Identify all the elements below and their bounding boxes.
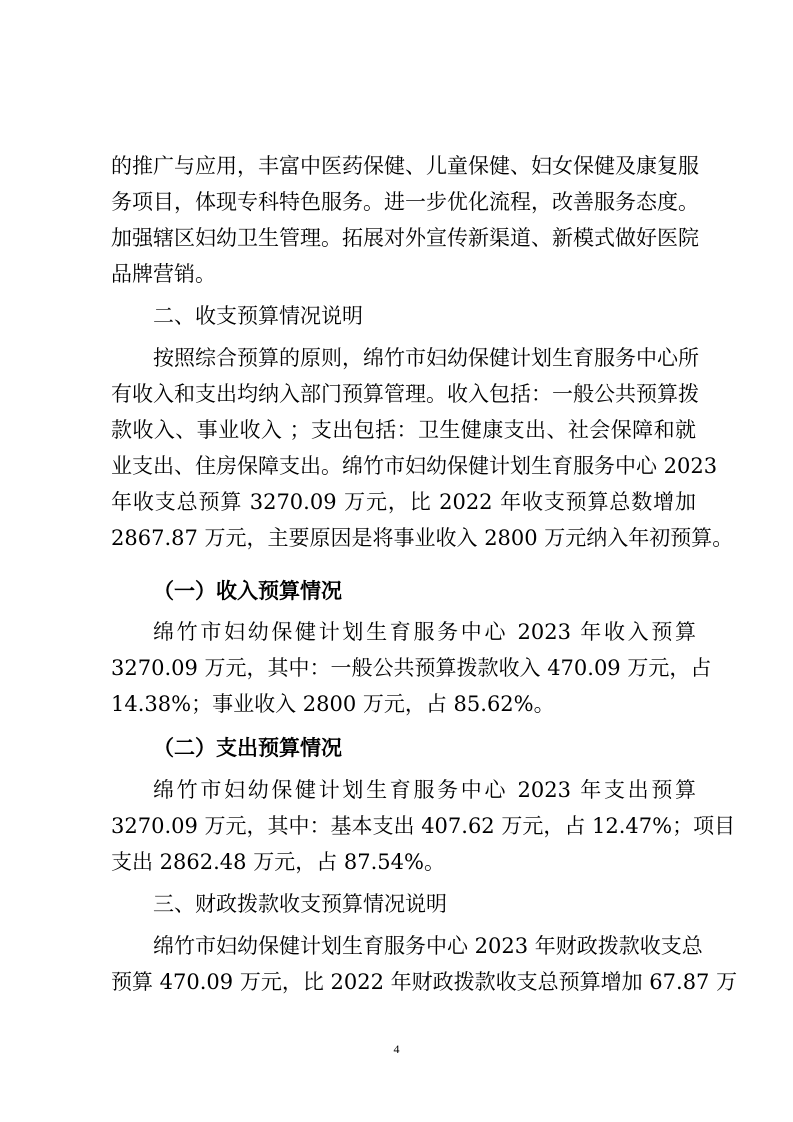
subsection-heading: （二）支出预算情况: [153, 735, 342, 760]
section-heading: 三、财政拨款收支预算情况说明: [153, 892, 447, 916]
subsection-heading: （一）收入预算情况: [153, 578, 342, 603]
paragraph-line: 有收入和支出均纳入部门预算管理。收入包括：一般公共预算拨: [111, 382, 699, 406]
paragraph-line: 按照综合预算的原则，绵竹市妇幼保健计划生育服务中心所: [153, 346, 699, 370]
paragraph-line: 绵竹市妇幼保健计划生育服务中心 2023 年财政拨款收支总: [153, 934, 703, 958]
paragraph-line: 业支出、住房保障支出。绵竹市妇幼保健计划生育服务中心 2023: [111, 454, 718, 478]
section-heading: 二、收支预算情况说明: [153, 304, 363, 328]
paragraph-line: 款收入、事业收入 ；支出包括：卫生健康支出、社会保障和就: [111, 418, 696, 442]
paragraph-line: 绵竹市妇幼保健计划生育服务中心 2023 年支出预算: [153, 778, 696, 802]
paragraph-line: 14.38%；事业收入 2800 万元，占 85.62%。: [111, 692, 555, 716]
paragraph-line: 预算 470.09 万元，比 2022 年财政拨款收支总预算增加 67.87 万: [111, 970, 738, 994]
paragraph-line: 3270.09 万元，其中：基本支出 407.62 万元，占 12.47%；项目: [111, 814, 736, 838]
paragraph-line: 的推广与应用，丰富中医药保健、儿童保健、妇女保健及康复服: [111, 154, 699, 178]
paragraph-line: 2867.87 万元，主要原因是将事业收入 2800 万元纳入年初预算。: [111, 526, 734, 550]
paragraph-line: 务项目，体现专科特色服务。进一步优化流程，改善服务态度。: [111, 190, 699, 214]
paragraph-line: 品牌营销。: [111, 262, 216, 286]
paragraph-line: 年收支总预算 3270.09 万元，比 2022 年收支预算总数增加: [111, 490, 696, 514]
paragraph-line: 绵竹市妇幼保健计划生育服务中心 2023 年收入预算: [153, 620, 696, 644]
page-number: 4: [393, 1042, 400, 1056]
paragraph-line: 3270.09 万元，其中：一般公共预算拨款收入 470.09 万元，占: [111, 656, 712, 680]
paragraph-line: 加强辖区妇幼卫生管理。拓展对外宣传新渠道、新模式做好医院: [111, 226, 699, 250]
paragraph-line: 支出 2862.48 万元，占 87.54%。: [111, 850, 445, 874]
